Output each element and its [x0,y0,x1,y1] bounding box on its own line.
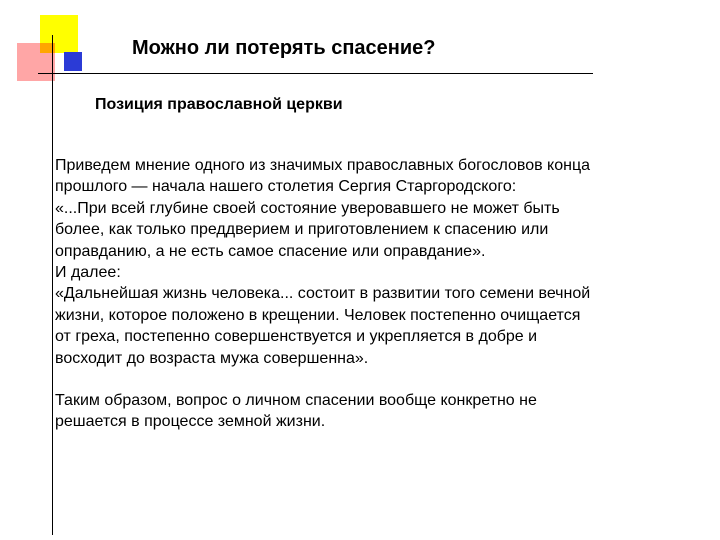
conclusion-line: Таким образом, вопрос о личном спасении вообще конкретно не [55,392,537,410]
paragraph-gap [55,369,675,390]
body-line: оправданию, а не есть самое спасение или оправдание». [55,242,486,260]
decorative-vertical-rule [52,35,53,535]
slide-body [55,155,675,433]
slide-subtitle: Позиция православной церкви [95,96,343,113]
body-line: «...При всей глубине своей состояние уверовавшего не может быть [55,199,560,217]
body-line: прошлого — начала нашего столетия Сергия Старгородского: [55,178,517,196]
body-line: «Дальнейшая жизнь человека... состоит в развитии того семени вечной [55,285,591,303]
body-line: И далее: [55,264,121,282]
decorative-horizontal-rule [38,73,593,74]
decorative-blue-square [64,52,82,71]
body-line: Приведем мнение одного из значимых православных богословов конца [55,157,591,174]
body-line: восходит до возраста мужа совершенна». [55,349,369,367]
body-line: от греха, постепенно совершенствуется и укрепляется в добре и [55,328,538,346]
slide-title: Можно ли потерять спасение? [132,37,436,59]
conclusion-line: решается в процессе земной жизни. [55,413,326,431]
decorative-red-square [17,43,55,81]
body-line: жизни, которое положено в крещении. Человек постепенно очищается [55,306,581,324]
body-line: более, как только преддверием и приготовлением к спасению или [55,221,549,239]
